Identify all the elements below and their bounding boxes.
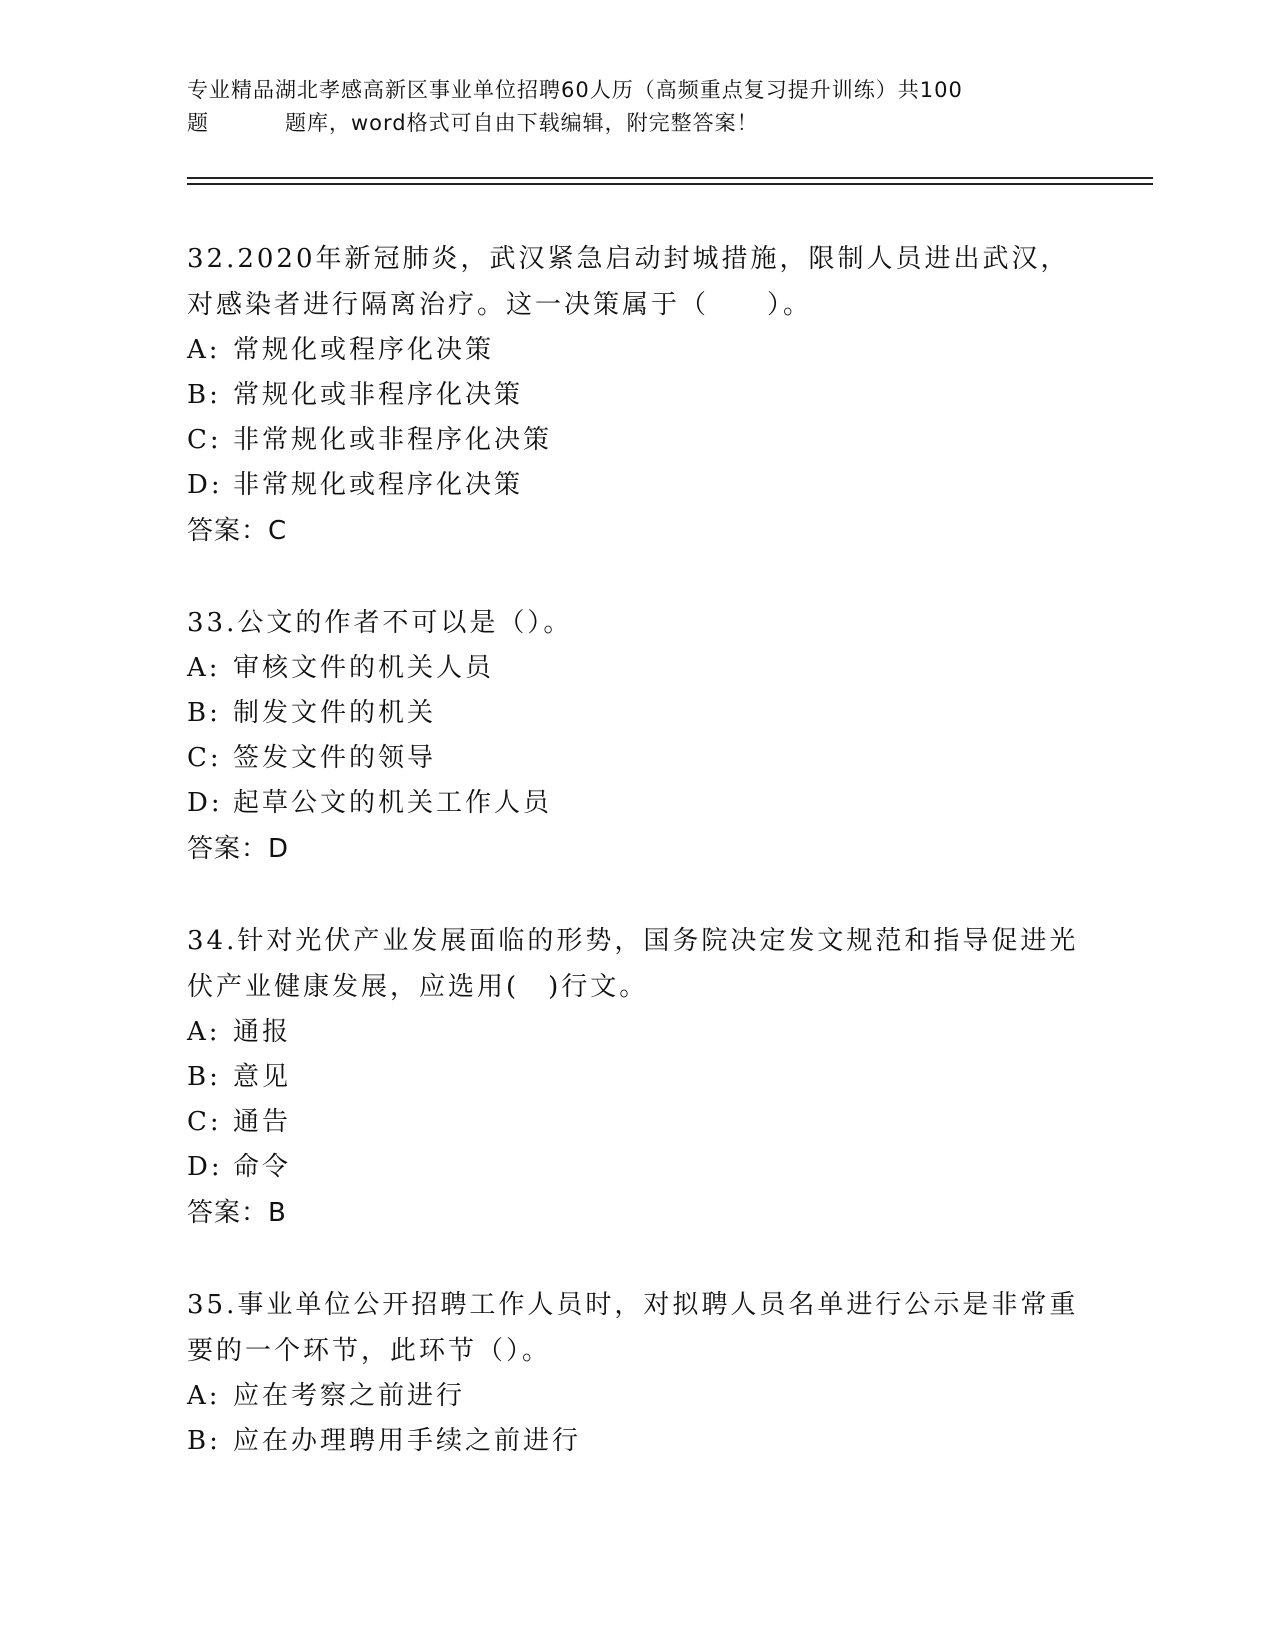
question-stem: 32.2020年新冠肺炎，武汉紧急启动封城措施，限制人员进出武汉，对感染者进行隔离治疗。这一决策属于（ ）。 — [187, 244, 1070, 320]
option-a — [187, 1010, 1087, 1055]
option-c — [187, 418, 1087, 463]
option-key: B: — [187, 1426, 221, 1456]
question-list — [187, 236, 1087, 1510]
option-key: A: — [187, 653, 221, 683]
option-c — [187, 1100, 1087, 1145]
question-stem: 34.针对光伏产业发展面临的形势，国务院决定发文规范和指导促进光伏产业健康发展，应选用( )行文。 — [187, 926, 1079, 1002]
header-divider-top — [187, 177, 1153, 179]
header-divider-bottom — [187, 183, 1153, 185]
option-text: 意见 — [233, 1062, 292, 1092]
option-key: B: — [187, 698, 221, 728]
option-key: B: — [187, 380, 221, 410]
document-header — [187, 74, 1087, 140]
option-a — [187, 646, 1087, 691]
option-b — [187, 691, 1087, 736]
option-text: 应在考察之前进行 — [233, 1381, 466, 1411]
question-stem: 33.公文的作者不可以是（）。 — [187, 608, 573, 638]
option-key: C: — [187, 425, 222, 455]
option-text: 通报 — [233, 1017, 292, 1047]
option-text: 起草公文的机关工作人员 — [233, 788, 553, 818]
answer-line: 答案：C — [187, 516, 288, 546]
header-subtitle-line — [187, 107, 1087, 140]
option-text: 应在办理聘用手续之前进行 — [233, 1426, 582, 1456]
option-a — [187, 1374, 1087, 1419]
option-text: 命令 — [233, 1152, 292, 1182]
option-key: A: — [187, 1381, 221, 1411]
option-d — [187, 1145, 1087, 1190]
option-text: 常规化或非程序化决策 — [233, 380, 524, 410]
option-key: B: — [187, 1062, 221, 1092]
option-key: C: — [187, 1107, 222, 1137]
option-text: 审核文件的机关人员 — [233, 653, 495, 683]
option-d — [187, 781, 1087, 826]
answer-line: 答案：B — [187, 1198, 287, 1228]
option-key: A: — [187, 335, 221, 365]
header-description: 题库，word格式可自由下载编辑，附完整答案！ — [285, 111, 759, 135]
option-text: 常规化或程序化决策 — [233, 335, 495, 365]
option-key: C: — [187, 743, 222, 773]
question-32 — [187, 236, 1087, 554]
header-title-line: 专业精品湖北孝感高新区事业单位招聘60人历（高频重点复习提升训练）共100 — [187, 78, 963, 102]
option-b — [187, 1055, 1087, 1100]
header-title-continuation: 题 — [187, 111, 209, 135]
option-a — [187, 328, 1087, 373]
option-key: A: — [187, 1017, 221, 1047]
question-35 — [187, 1282, 1087, 1464]
question-stem: 35.事业单位公开招聘工作人员时，对拟聘人员名单进行公示是非常重要的一个环节，此环节（）。 — [187, 1290, 1079, 1366]
option-text: 非常规化或程序化决策 — [233, 470, 524, 500]
option-key: D: — [187, 788, 223, 818]
option-b — [187, 373, 1087, 418]
option-text: 非常规化或非程序化决策 — [233, 425, 553, 455]
option-text: 通告 — [233, 1107, 292, 1137]
option-key: D: — [187, 470, 223, 500]
answer-line: 答案：D — [187, 834, 290, 864]
option-text: 制发文件的机关 — [233, 698, 437, 728]
option-c — [187, 736, 1087, 781]
option-b — [187, 1419, 1087, 1464]
option-key: D: — [187, 1152, 223, 1182]
question-33 — [187, 600, 1087, 872]
option-text: 签发文件的领导 — [233, 743, 437, 773]
option-d — [187, 463, 1087, 508]
question-34 — [187, 918, 1087, 1236]
